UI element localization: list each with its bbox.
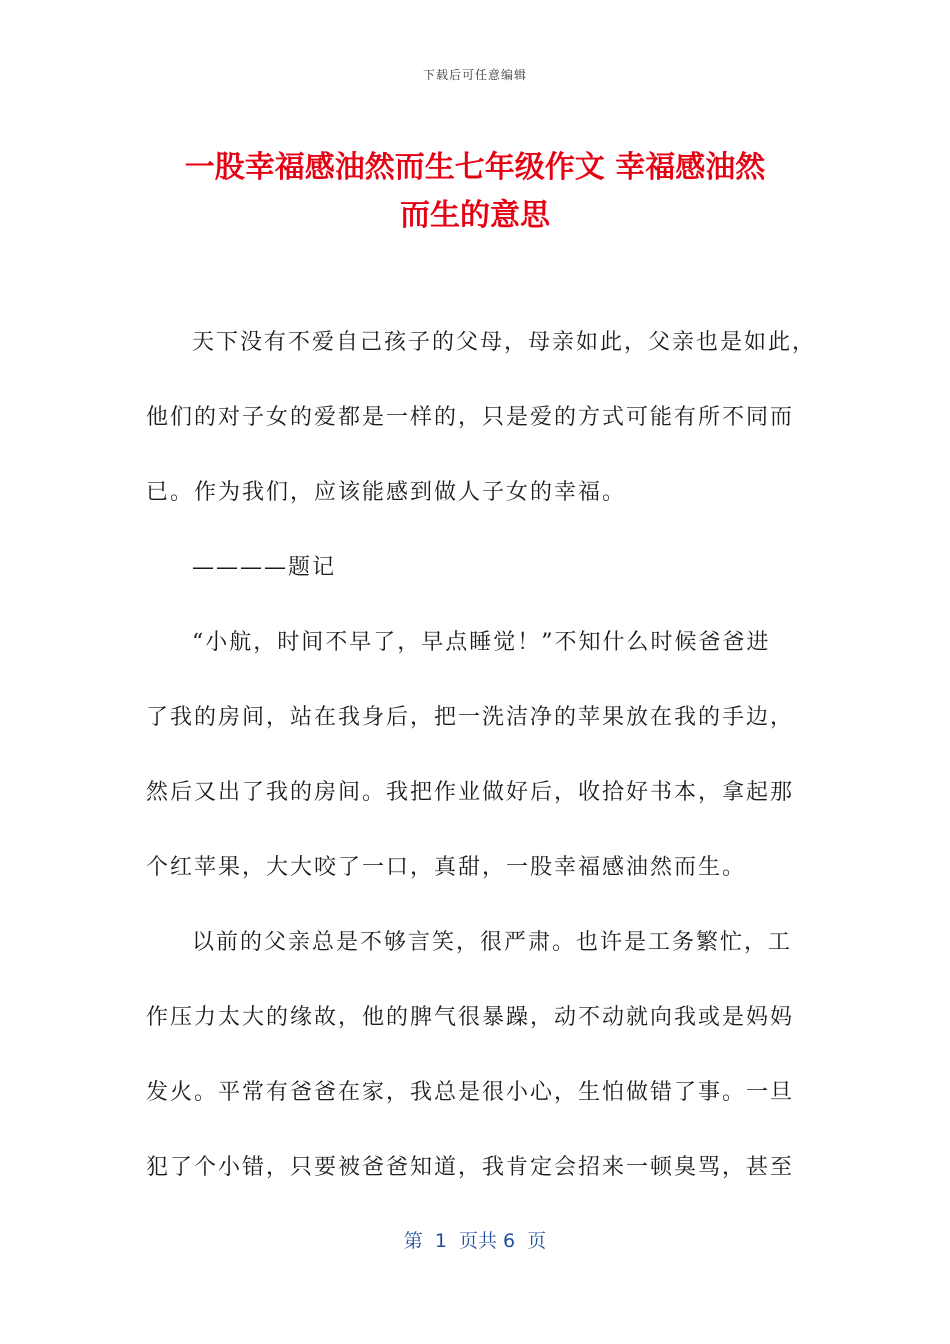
text-line: 以前的父亲总是不够言笑，很严肃。也许是工务繁忙，工 bbox=[192, 930, 793, 955]
text-line: 已。作为我们，应该能感到做人子女的幸福。 bbox=[146, 480, 627, 505]
header-note: 下载后可任意编辑 bbox=[422, 68, 527, 82]
text-line: 他们的对子女的爱都是一样的，只是爱的方式可能有所不同而 bbox=[146, 405, 795, 430]
page-footer: 第 1 页共 6 页 bbox=[403, 1230, 547, 1252]
document-title bbox=[120, 144, 830, 240]
text-line: 天下没有不爱自己孩子的父母，母亲如此，父亲也是如此， bbox=[192, 330, 817, 355]
text-line: 了我的房间，站在我身后，把一洗洁净的苹果放在我的手边， bbox=[146, 705, 795, 730]
epigraph-attribution: ————题记 bbox=[192, 555, 337, 580]
text-line: 发火。平常有爸爸在家，我总是很小心，生怕做错了事。一旦 bbox=[146, 1080, 795, 1105]
article-body bbox=[146, 318, 817, 1218]
text-line: “小航，时间不早了，早点睡觉！”不知什么时候爸爸进 bbox=[192, 630, 771, 655]
text-line: 然后又出了我的房间。我把作业做好后，收拾好书本，拿起那 bbox=[146, 780, 795, 805]
text-line: 作压力太大的缘故，他的脾气很暴躁，动不动就向我或是妈妈 bbox=[146, 1005, 795, 1030]
text-line: 犯了个小错，只要被爸爸知道，我肯定会招来一顿臭骂，甚至 bbox=[146, 1155, 795, 1180]
title-line-1: 一股幸福感油然而生七年级作文 幸福感油然 bbox=[184, 150, 766, 185]
text-line: 个红苹果，大大咬了一口，真甜，一股幸福感油然而生。 bbox=[146, 855, 747, 880]
title-line-2: 而生的意思 bbox=[400, 198, 550, 233]
